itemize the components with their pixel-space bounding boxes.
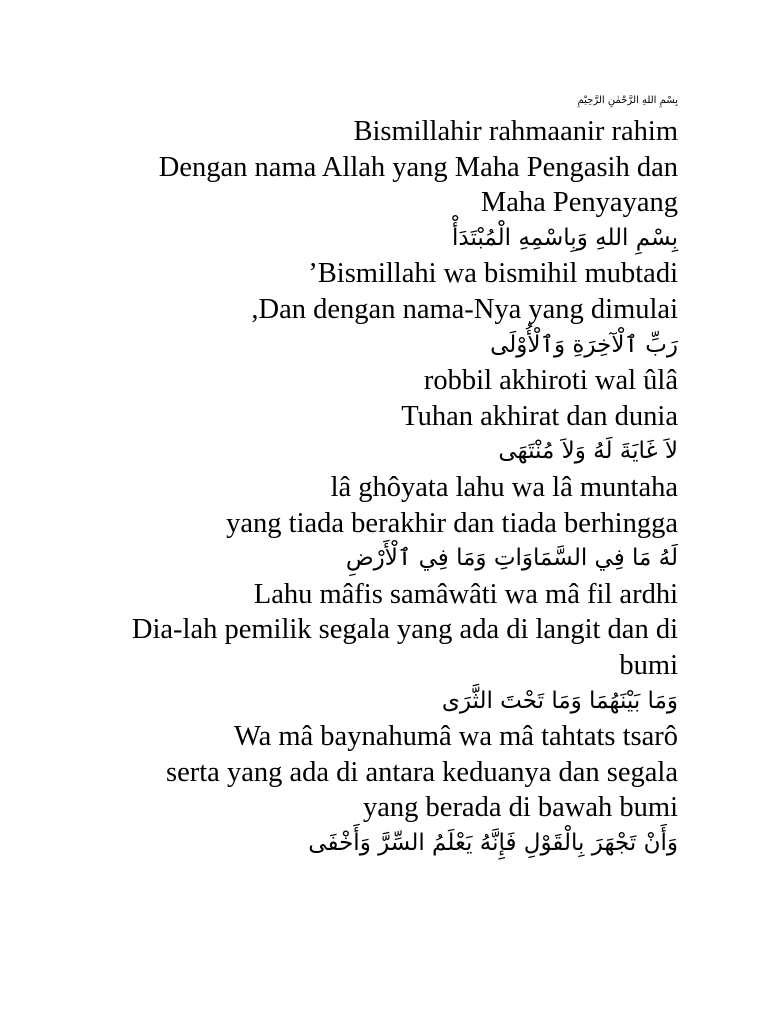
- arabic-verse-line: وَأَنْ تَجْهَرَ بِالْقَوْلِ فَإِنَّهُ يَعْلَمُ السِّرَّ وَأَخْفَى: [308, 829, 678, 856]
- document-page: [90, 88, 678, 861]
- arabic-verse-line: وَمَا بَيْنَهُمَا وَمَا تَحْتَ الثَّرَى: [441, 687, 678, 714]
- arabic-verse-line: رَبِّ ٱلْآخِرَةِ وَٱلْأُوْلَى: [490, 331, 678, 358]
- transliteration-line: lâ ghôyata lahu wa lâ muntaha: [330, 471, 678, 503]
- translation-line: yang berada di bawah bumi: [363, 792, 678, 824]
- translation-line: Dengan nama Allah yang Maha Pengasih dan: [158, 151, 678, 183]
- translation-line: Dia-lah pemilik segala yang ada di langit dan di: [131, 614, 678, 646]
- basmala-heading: بِسْمِ اللهِ الرَّحْمٰنِ الرَّحِيْمِ: [577, 95, 678, 106]
- translation-line: ,Dan dengan nama-Nya yang dimulai: [251, 293, 678, 325]
- arabic-verse-line: لاَ غَايَةَ لَهُ وَلاَ مُنْتَهَى: [498, 438, 678, 465]
- translation-line: Maha Penyayang: [480, 187, 678, 219]
- transliteration-line: ’Bismillahi wa bismihil mubtadi: [308, 258, 678, 290]
- arabic-verse-line: بِسْمِ اللهِ وَبِاسْمِهِ الْمُبْتَدَأْ: [452, 224, 678, 251]
- transliteration-line: Lahu mâfis samâwâti wa mâ fil ardhi: [253, 578, 678, 610]
- transliteration-line: Bismillahir rahmaanir rahim: [353, 116, 678, 147]
- translation-line: bumi: [619, 649, 678, 681]
- translation-line: yang tiada berakhir dan tiada berhingga: [226, 507, 678, 539]
- translation-line: Tuhan akhirat dan dunia: [401, 400, 678, 432]
- transliteration-line: robbil akhiroti wal ûlâ: [423, 365, 678, 397]
- transliteration-line: Wa mâ baynahumâ wa mâ tahtats tsarô: [233, 721, 678, 753]
- translation-line: serta yang ada di antara keduanya dan segala: [166, 756, 678, 788]
- arabic-verse-line: لَهُ مَا فِي السَّمَاوَاتِ وَمَا فِي ٱلْأَرْضِ: [345, 545, 678, 572]
